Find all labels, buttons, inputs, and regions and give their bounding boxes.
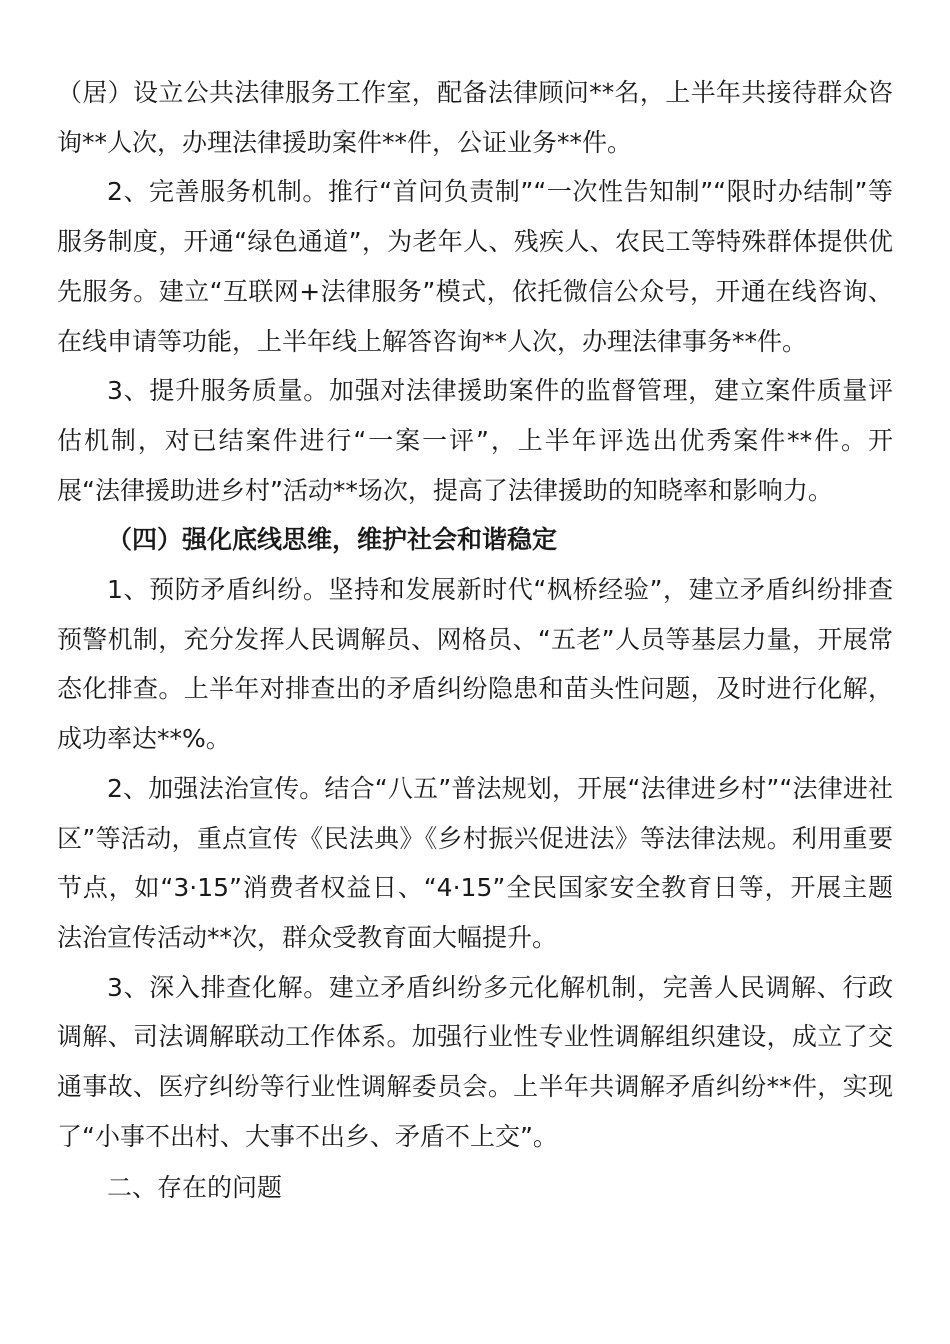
paragraph-continuation: （居）设立公共法律服务工作室，配备法律顾问**名，上半年共接待群众咨询**人次，办理法律援助案件**件，公证业务**件。 xyxy=(57,78,893,157)
section-heading-four: （四）强化底线思维，维护社会和谐稳定 xyxy=(107,525,558,555)
paragraph-prevent-disputes: 1、预防矛盾纠纷。坚持和发展新时代“枫桥经验”，建立矛盾纠纷排查预警机制，充分发挥人民调解员、网格员、“五老”人员等基层力量，开展常态化排查。上半年对排查出的矛盾纠纷隐患和苗头性问题，及时进行化解，成功率达**%。 xyxy=(57,575,893,754)
paragraph-service-mechanism: 2、完善服务机制。推行“首问负责制”“一次性告知制”“限时办结制”等服务制度，开通“绿色通道”，为老年人、残疾人、农民工等特殊群体提供优先服务。建立“互联网+法律服务”模式，依托微信公众号，开通在线咨询、在线申请等功能，上半年线上解答咨询**人次，办理法律事务**件。 xyxy=(57,177,893,356)
paragraph-service-quality: 3、提升服务质量。加强对法律援助案件的监督管理，建立案件质量评估机制，对已结案件进行“一案一评”，上半年评选出优秀案件**件。开展“法律援助进乡村”活动**场次，提高了法律援助的知晓率和影响力。 xyxy=(57,376,893,505)
paragraph-dispute-resolution: 3、深入排查化解。建立矛盾纠纷多元化解机制，完善人民调解、行政调解、司法调解联动工作体系。加强行业性专业性调解组织建设，成立了交通事故、医疗纠纷等行业性调解委员会。上半年共调解矛盾纠纷**件，实现了“小事不出村、大事不出乡、矛盾不上交”。 xyxy=(57,972,893,1151)
section-heading-problems: 二、存在的问题 xyxy=(107,1173,283,1203)
document-body xyxy=(57,68,893,1213)
paragraph-legal-publicity: 2、加强法治宣传。结合“八五”普法规划，开展“法律进乡村”“法律进社区”等活动，重点宣传《民法典》《乡村振兴促进法》等法律法规。利用重要节点，如“3·15”消费者权益日、“4·15”全民国家安全教育日等，开展主题法治宣传活动**次，群众受教育面大幅提升。 xyxy=(57,773,893,952)
